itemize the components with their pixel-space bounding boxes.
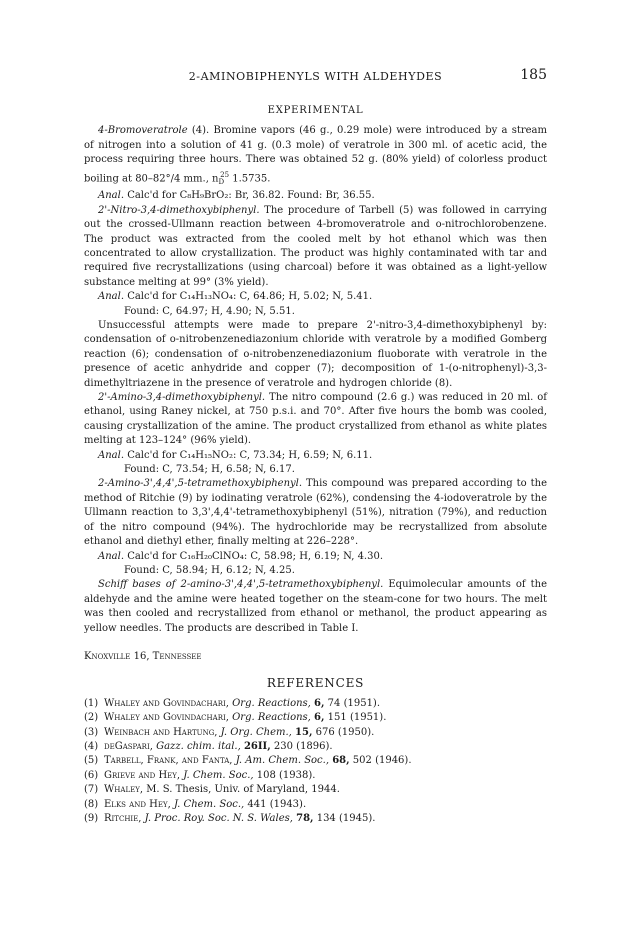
anal-label: Anal. <box>98 190 125 202</box>
anal-label: Anal. <box>98 291 125 303</box>
reference-number: (8) <box>84 798 99 810</box>
running-title: 2-AMINOBIPHENYLS WITH ALDEHYDES <box>188 70 443 83</box>
reference-item <box>84 740 547 754</box>
reference-journal: Org. Reactions, <box>232 697 311 709</box>
reference-text <box>104 711 386 725</box>
paragraph-text: The nitro compound (2.6 g.) was reduced in 20 ml. of ethanol, using Raney nickel, at 750 p.s.i. and 70°. After five hours the bomb was cooled, causing crystallization of the amine. The product crystallized from ethanol as white plates melting at 123–124° (96% yield). <box>84 392 547 447</box>
reference-authors: Whaley, <box>104 784 143 796</box>
reference-journal: J. Org. Chem., <box>220 726 292 738</box>
page-number: 185 <box>520 67 547 83</box>
reference-details: M. S. Thesis, Univ. of Maryland, 1944. <box>146 784 340 796</box>
reference-volume: 26II, <box>243 740 271 752</box>
paragraph-text: Equimolecular amounts of the aldehyde and the amine were heated together on the steam-cone for two hours. The melt was then cooled and recrystallized from ethanol or methanol, the product appearing as yellow needles. The products are described in Table I. <box>84 579 547 634</box>
reference-item <box>84 726 547 740</box>
reference-text <box>104 798 306 812</box>
analysis-line <box>84 449 547 463</box>
reference-journal: Org. Reactions, <box>232 712 311 724</box>
paragraph-text-end: 1.5735. <box>229 172 271 184</box>
reference-details: 151 (1951). <box>324 712 387 724</box>
paragraph-bromoveratrole <box>84 124 547 189</box>
paragraph-nitro-dimethoxybiphenyl <box>84 204 547 290</box>
compound-title: 2-Amino-3',4,4',5-tetramethoxybiphenyl. <box>98 478 303 490</box>
reference-text <box>104 740 333 754</box>
refractive-index-subscript: D <box>218 177 225 186</box>
anal-values: Calc'd for C₁₄H₁₅NO₂: C, 73.34; H, 6.59; N, 6.11. <box>124 449 373 461</box>
reference-item <box>84 711 547 725</box>
reference-authors: Elks and Hey, <box>104 798 171 810</box>
reference-number: (4) <box>84 740 99 752</box>
reference-volume: 6, <box>314 697 325 709</box>
experimental-heading: EXPERIMENTAL <box>267 105 364 116</box>
compound-title: 2'-Nitro-3,4-dimethoxybiphenyl. <box>98 204 260 216</box>
reference-number: (5) <box>84 755 99 767</box>
reference-text <box>104 783 340 797</box>
reference-number: (3) <box>84 726 99 738</box>
reference-volume: 6, <box>314 712 325 724</box>
reference-journal: J. Proc. Roy. Soc. N. S. Wales, <box>144 813 293 825</box>
reference-number: (2) <box>84 712 99 724</box>
reference-authors: Weinbach and Hartung, <box>104 726 218 738</box>
anal-values: Calc'd for C₁₄H₁₃NO₄: C, 64.86; H, 5.02; N, 5.41. <box>124 291 373 303</box>
anal-label: Anal. <box>98 449 125 461</box>
reference-item <box>84 798 547 812</box>
reference-item <box>84 754 547 768</box>
reference-item <box>84 783 547 797</box>
references-heading: REFERENCES <box>266 676 365 691</box>
paragraph-amino-dimethoxybiphenyl <box>84 391 547 449</box>
anal-label: Anal. <box>98 550 125 562</box>
compound-title: 4-Bromoveratrole <box>98 125 188 137</box>
reference-text <box>104 754 412 768</box>
reference-details: 230 (1896). <box>270 740 333 752</box>
reference-details: 676 (1950). <box>312 726 375 738</box>
reference-authors: deGaspari, <box>104 740 153 752</box>
reference-journal: J. Am. Chem. Soc., <box>235 755 330 767</box>
anal-values: Calc'd for C₁₆H₂₀ClNO₄: C, 58.98; H, 6.19; N, 4.30. <box>124 550 384 562</box>
reference-journal: J. Chem. Soc., <box>173 798 245 810</box>
compound-title: Schiff bases of 2-amino-3',4,4',5-tetramethoxybiphenyl. <box>98 579 384 591</box>
reference-text <box>104 812 375 826</box>
reference-item <box>84 697 547 711</box>
analysis-found-line: Found: C, 64.97; H, 4.90; N, 5.51. <box>124 305 295 317</box>
anal-values: Calc'd for C₈H₉BrO₂: Br, 36.82. Found: Br, 36.55. <box>124 190 375 202</box>
running-header <box>84 67 547 88</box>
reference-item <box>84 769 547 783</box>
reference-text <box>104 726 374 740</box>
paragraph-text: The procedure of Tarbell (5) was followed in carrying out the crossed-Ullmann reaction between 4-bromoveratrole and o-nitrochlorobenzene. The product was extracted from the cooled melt by hot ethanol which was then concentrated to allow crystallization. The product was highly contaminated with tar and required five recrystallizations (using charcoal) before it was obtained as a light-yellow substance melting at 99° (3% yield). <box>84 204 547 288</box>
reference-text <box>104 769 315 783</box>
reference-details: 108 (1938). <box>256 769 316 781</box>
references-list <box>84 697 547 827</box>
reference-item <box>84 812 547 826</box>
reference-volume: 15, <box>295 726 313 738</box>
reference-number: (6) <box>84 769 99 781</box>
reference-authors: Whaley and Govindachari, <box>104 712 229 724</box>
article-body <box>84 104 547 826</box>
reference-text <box>104 697 380 711</box>
paragraph-schiff-bases <box>84 578 547 636</box>
reference-volume: 78, <box>296 813 314 825</box>
reference-authors: Ritchie, <box>104 813 142 825</box>
reference-volume: 68, <box>332 755 350 767</box>
reference-authors: Grieve and Hey, <box>104 769 181 781</box>
refractive-temp-superscript: 25 <box>220 170 230 179</box>
reference-authors: Whaley and Govindachari, <box>104 697 229 709</box>
reference-details: 502 (1946). <box>349 755 412 767</box>
reference-authors: Tarbell, Frank, and Fanta, <box>104 755 233 767</box>
analysis-line <box>84 189 547 203</box>
paragraph-amino-tetramethoxybiphenyl <box>84 477 547 549</box>
paragraph-text: (4). Bromine vapors (46 g., 0.29 mole) were introduced by a stream of nitrogen into a solution of 41 g. (0.3 mole) of veratrole in 300 ml. of acetic acid, the process requiring three hours. There was obtained 52 g. (80% yield) of colorless product boiling at 80–82°/4 mm., n <box>84 125 547 184</box>
reference-journal: Gazz. chim. ital., <box>156 740 241 752</box>
reference-details: 134 (1945). <box>313 813 376 825</box>
analysis-line <box>84 290 547 304</box>
analysis-found-line: Found: C, 73.54; H, 6.58; N, 6.17. <box>124 464 295 476</box>
reference-details: 441 (1943). <box>247 798 307 810</box>
reference-journal: J. Chem. Soc., <box>183 769 254 781</box>
paragraph-text: This compound was prepared according to the method of Ritchie (9) by iodinating veratrole (62%), condensing the 4-iodoveratrole by the Ullmann reaction to 3,3',4,4'-tetramethoxybiphenyl (51%), nitration (79%), and reduction of the nitro compound (94%). The hydrochloride may be recrystallized from absolute ethanol and diethyl ether, finally melting at 226–228°. <box>84 478 547 548</box>
paragraph-unsuccessful-attempts: Unsuccessful attempts were made to prepare 2'-nitro-3,4-dimethoxybiphenyl by: condensation of o-nitrobenzenediazonium chloride with veratrole by a modified Gomberg reaction (6); condensation of o-nitrobenzenediazonium fluoborate with veratrole in the presence of acetic anhydride and copper (7); decomposition of 1-(o-nitrophenyl)-3,3-dimethyltriazene in the presence of veratrole and hydrogen chloride (8). <box>84 320 547 389</box>
reference-number: (1) <box>84 697 99 709</box>
analysis-line <box>84 550 547 564</box>
analysis-found-line: Found: C, 58.94; H, 6.12; N, 4.25. <box>124 564 295 576</box>
reference-number: (9) <box>84 813 99 825</box>
author-location: Knoxville 16, Tennessee <box>84 650 202 662</box>
reference-details: 74 (1951). <box>324 697 381 709</box>
reference-number: (7) <box>84 784 99 796</box>
compound-title: 2'-Amino-3,4-dimethoxybiphenyl. <box>98 392 266 404</box>
